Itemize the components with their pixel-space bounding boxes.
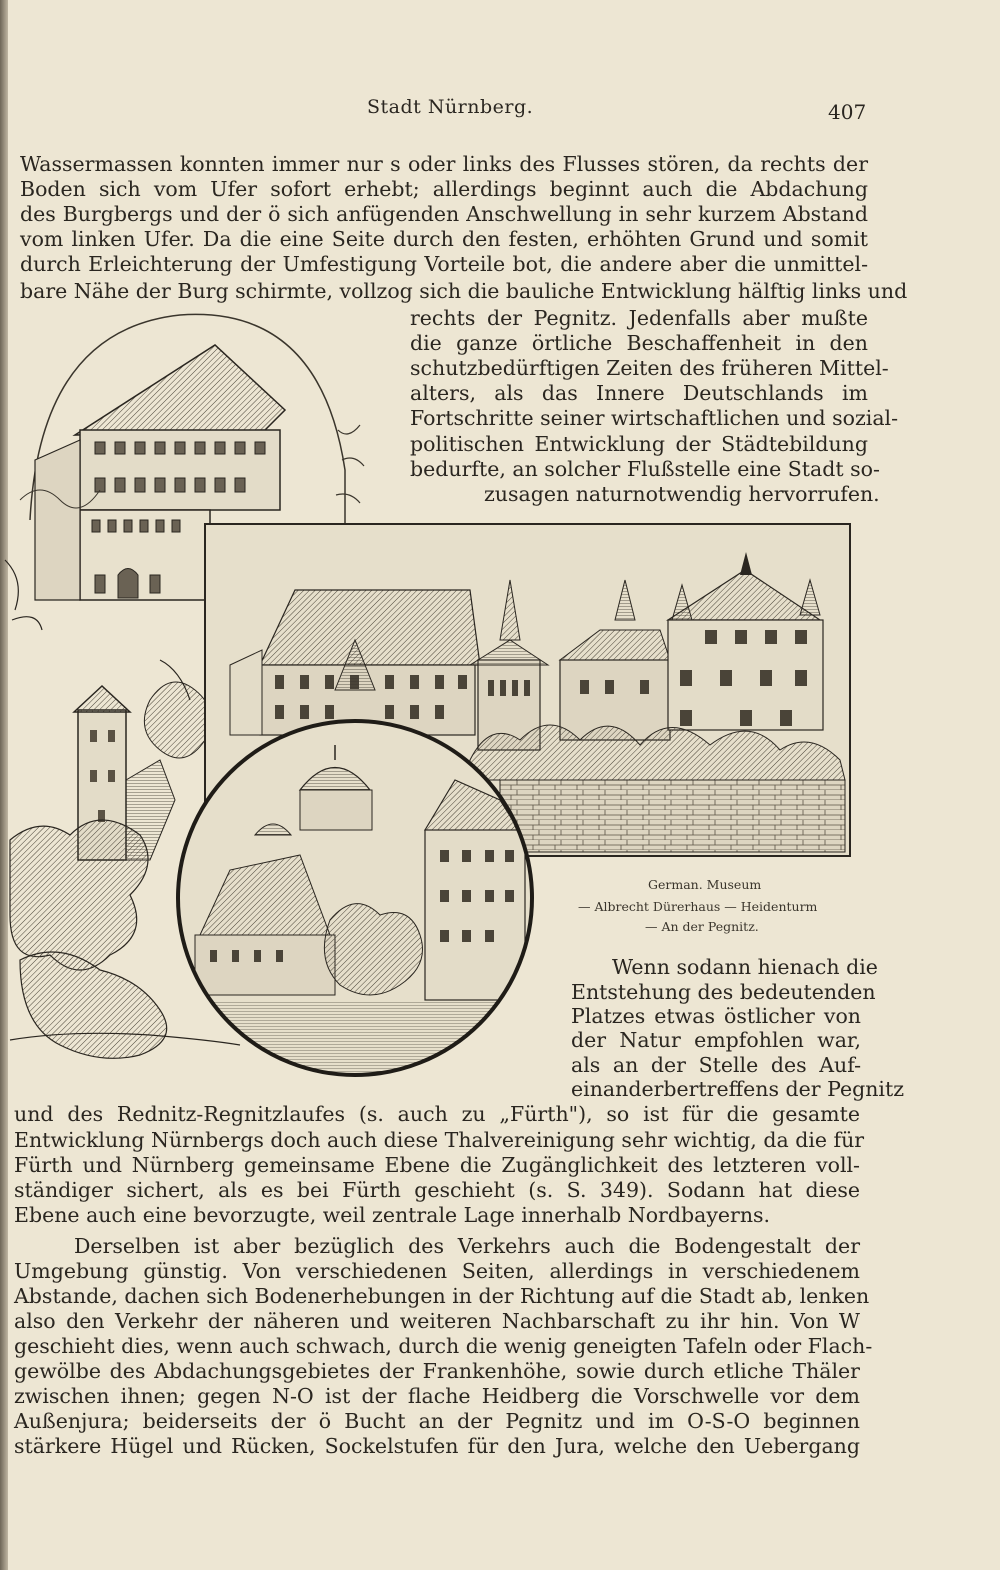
- text-line: und des Rednitz-Regnitzlaufes (s. auch zu „Fürth"), so ist für die gesamte: [14, 1102, 860, 1126]
- text-line: Boden sich vom Ufer sofort erhebt; allerdings beginnt auch die Abdachung: [20, 177, 868, 201]
- text-line: Platzes etwas östlicher von: [571, 1004, 861, 1028]
- page-number: 407: [828, 100, 867, 124]
- text-line: vom linken Ufer. Da die eine Seite durch den festen, erhöhten Grund und somit: [20, 227, 868, 251]
- text-line: als an der Stelle des Auf-: [571, 1053, 861, 1077]
- text-line: Außenjura; beiderseits der ö Bucht an der Pegnitz und im O-S-O beginnen: [14, 1409, 860, 1433]
- text-line: Abstande, dachen sich Bodenerhebungen in der Richtung auf die Stadt ab, lenken: [14, 1284, 870, 1308]
- text-line: Fortschritte seiner wirtschaftlichen und sozial-: [410, 406, 899, 430]
- text-line: bare Nähe der Burg schirmte, vollzog sich die bauliche Entwicklung hälftig links und: [20, 279, 908, 303]
- text-line: schutzbedürftigen Zeiten des früheren Mittel-: [410, 356, 889, 380]
- caption-line: German. Museum: [648, 877, 762, 892]
- text-line: der Natur empfohlen war,: [571, 1028, 861, 1052]
- text-line: Wenn sodann hienach die: [612, 955, 878, 979]
- text-line: Wassermassen konnten immer nur s oder links des Flusses stören, da rechts der: [20, 152, 868, 176]
- pegnitz-circle-picture: [170, 721, 540, 1080]
- running-head: [0, 96, 1000, 126]
- text-line: zwischen ihnen; gegen N-O ist der flache Heidberg die Vorschwelle vor dem: [14, 1384, 860, 1408]
- running-title: Stadt Nürnberg.: [367, 96, 534, 118]
- text-line: stärkere Hügel und Rücken, Sockelstufen für den Jura, welche den Uebergang: [14, 1434, 860, 1458]
- text-line: politischen Entwicklung der Städtebildung: [410, 432, 868, 456]
- text-line: Entwicklung Nürnbergs doch auch diese Thalvereinigung sehr wichtig, da die für: [14, 1128, 865, 1152]
- text-line: gewölbe des Abdachungsgebietes der Frankenhöhe, sowie durch etliche Thäler: [14, 1359, 860, 1383]
- text-line: bedurfte, an solcher Flußstelle eine Stadt so-: [410, 457, 880, 481]
- text-line: ständiger sichert, als es bei Fürth geschieht (s. S. 349). Sodann hat diese: [14, 1178, 860, 1202]
- text-line: zusagen naturnotwendig hervorrufen.: [484, 482, 880, 506]
- text-line: geschieht dies, wenn auch schwach, durch die wenig geneigten Tafeln oder Flach-: [14, 1334, 873, 1358]
- caption-line: — An der Pegnitz.: [645, 919, 759, 934]
- text-line: Fürth und Nürnberg gemeinsame Ebene die Zugänglichkeit des letzteren voll-: [14, 1153, 860, 1177]
- text-line: Ebene auch eine bevorzugte, weil zentrale Lage innerhalb Nordbayerns.: [14, 1203, 771, 1227]
- text-line: rechts der Pegnitz. Jedenfalls aber mußte: [410, 306, 868, 330]
- text-line: des Burgbergs und der ö sich anfügenden Anschwellung in sehr kurzem Abstand: [20, 202, 868, 226]
- text-line: Entstehung des bedeutenden: [571, 980, 876, 1004]
- caption-line: — Albrecht Dürerhaus — Heidenturm: [578, 899, 818, 914]
- text-line: durch Erleichterung der Umfestigung Vorteile bot, die andere aber die unmittel-: [20, 252, 868, 276]
- text-line: einanderbertreffens der Pegnitz: [571, 1077, 905, 1101]
- text-line: also den Verkehr der näheren und weiteren Nachbarschaft zu ihr hin. Von W: [14, 1309, 860, 1333]
- text-line: Derselben ist aber bezüglich des Verkehrs auch die Bodengestalt der: [74, 1234, 860, 1258]
- text-line: die ganze örtliche Beschaffenheit in den: [410, 331, 868, 355]
- text-line: alters, als das Innere Deutschlands im: [410, 381, 868, 405]
- text-line: Umgebung günstig. Von verschiedenen Seiten, allerdings in verschiedenem: [14, 1259, 860, 1283]
